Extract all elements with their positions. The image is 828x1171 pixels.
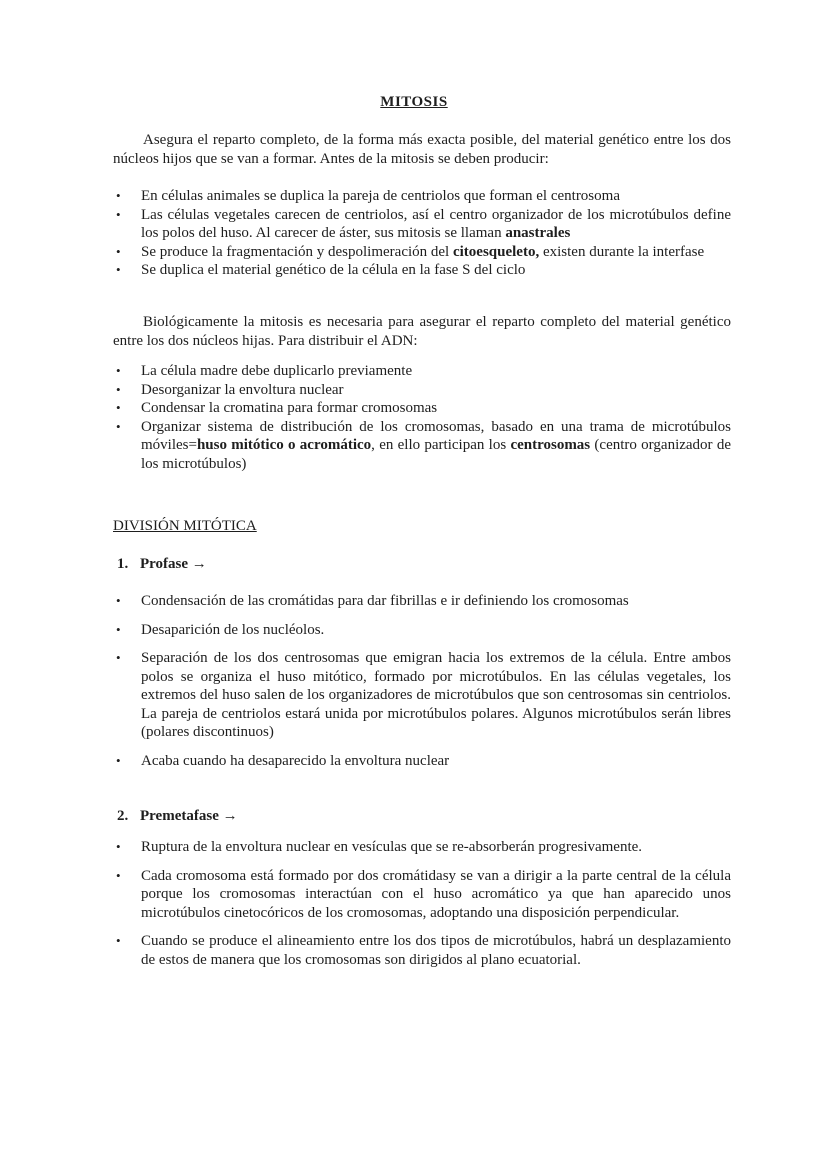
phase2-heading: 2. Premetafase → [117,808,238,824]
division-heading: DIVISIÓN MITÓTICA [113,518,257,534]
phase2-list [113,838,731,969]
intro-paragraph: Asegura el reparto completo, de la forma más exacta posible, del material genético entre los dos núcleos hijos que se van a formar. Antes de la mitosis se deben producir: [113,132,731,167]
list-item: • Condensación de las cromátidas para dar fibrillas e ir definiendo los cromosomas [116,593,629,609]
list-item: • Ruptura de la envoltura nuclear en vesículas que se re-absorberán progresivamente. [116,839,643,855]
list-item: • Las células vegetales carecen de centriolos, así el centro organizador de los microtúbulos define los polos del huso. Al carecer de áster, sus mitosis se llaman anastrales [116,206,731,241]
list-item: • Desaparición de los nucléolos. [116,621,325,638]
list-item: • La célula madre debe duplicarlo previamente [116,363,413,379]
phase1-heading: 1. Profase → [117,556,207,572]
adn-distribution-list [113,362,731,473]
list-item: • Separación de los dos centrosomas que emigran hacia los extremos de la célula. Entre ambos polos se organiza el huso mitótico, formado por microtúbulos. En las células vegetales, los extremos del huso salen de los organizadores de microtúbulos que son centrosomas sin centriolos. La pareja de centriolos estará unida por microtúbulos polares. Algunos microtúbulos serán libres (polares discontinuos) [116,650,731,740]
list-item: • Cuando se produce el alineamiento entre los dos tipos de microtúbulos, habrá un desplazamiento de estos de manera que los cromosomas son dirigidos al plano ecuatorial. [116,933,731,968]
list-item: • Acaba cuando ha desaparecido la envoltura nuclear [116,752,450,769]
list-item: • Se produce la fragmentación y despolimeración del citoesqueleto, existen durante la interfase [116,243,705,260]
biology-paragraph: Biológicamente la mitosis es necesaria para asegurar el reparto completo del material genético entre los dos núcleos hijas. Para distribuir el ADN: [113,314,731,349]
list-item: • Se duplica el material genético de la célula en la fase S del ciclo [116,262,526,278]
prerequisites-list [113,187,731,280]
list-item: • Cada cromosoma está formado por dos cromátidasy se van a dirigir a la parte central de la célula porque los cromosomas interactúan con el huso acromático ya que han aparecido unos microtúbulos cinetocóricos de los cromosomas, adoptando una disposición perpendicular. [116,867,731,921]
phase1-list [113,592,731,770]
list-item: • En células animales se duplica la pareja de centriolos que forman el centrosoma [116,188,620,204]
list-item: • Organizar sistema de distribución de los cromosomas, basado en una trama de microtúbulos móviles=huso mitótico o acromático, en ello participan los centrosomas (centro organizador de los microtúbulos) [116,418,731,472]
list-item: • Desorganizar la envoltura nuclear [116,381,344,398]
list-item: • Condensar la cromatina para formar cromosomas [116,400,438,416]
page-title: MITOSIS [380,94,448,110]
